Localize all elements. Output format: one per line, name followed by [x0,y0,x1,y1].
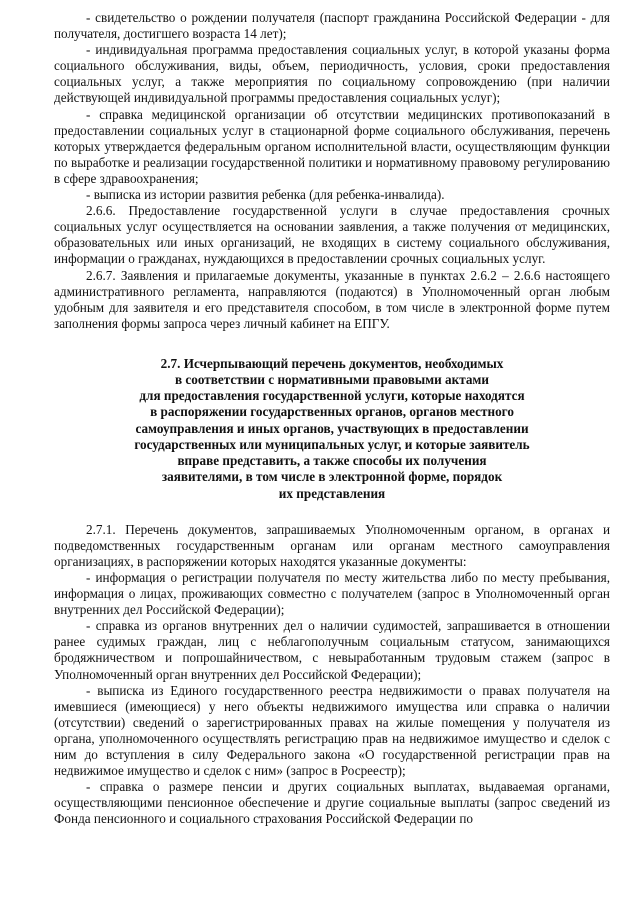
heading-line: государственных или муниципальных услуг, и которые заявитель [134,436,530,452]
paragraph-registration-info: - информация о регистрации получателя по месту жительства либо по месту пребывания, информация о лицах, проживающих совместно с получателем (запрос в Уполномоченный орган внутренних дел Российской Федерации); [54,569,610,618]
heading-line: самоуправления и иных органов, участвующих в предоставлении [135,420,529,436]
paragraph-individual-program: - индивидуальная программа предоставления социальных услуг, в которой указаны форма социального обслуживания, виды, объем, периодичность, условия, сроки предоставления социальных услуг, а также мероприятия по социальному сопровождению (при наличии действующей индивидуальной программы предоставления социальных услуг); [54,42,610,106]
paragraph-2-6-6: 2.6.6. Предоставление государственной услуги в случае предоставления срочных социальных услуг осуществляется на основании заявления, а также получения от медицинских, образовательных или иных организаций, не входящих в систему социального обслуживания, информации о гражданах, нуждающихся в предоставлении срочных социальных услуг. [54,203,610,267]
heading-line: в распоряжении государственных органов, органов местного [150,404,514,420]
paragraph-birth-certificate: - свидетельство о рождении получателя (паспорт гражданина Российской Федерации - для получателя, достигшего возраста 14 лет); [54,10,610,42]
heading-line: заявителями, в том числе в электронной форме, порядок [161,469,503,485]
heading-line: для предоставления государственной услуги, которые находятся [139,388,525,404]
paragraph-real-estate-extract: - выписка из Единого государственного реестра недвижимости о правах получателя на имевшиеся (имеющиеся) у него объекты недвижимого имущества или справка о наличии (отсутствии) сведений о зарегистрированных правах на жилые помещения у получателя из органа, уполномоченного осуществлять регистрацию прав на недвижимое имущество и сделок с ним до вступления в силу Федерального закона «О государственной регистрации прав на недвижимое имущество и сделок с ним» (запрос в Росреестр); [54,682,610,779]
paragraph-child-history-extract: - выписка из истории развития ребенка (для ребенка-инвалида). [86,187,445,203]
paragraph-criminal-record: - справка из органов внутренних дел о наличии судимостей, запрашивается в отношении ранее судимых граждан, лиц с неблагополучным социальным статусом, занимающихся бродяжничеством и попрошайничеством, с невыработанным трудовым стажем (запрос в Уполномоченный орган внутренних дел Российской Федерации); [54,618,610,682]
paragraph-2-6-7: 2.6.7. Заявления и прилагаемые документы, указанные в пунктах 2.6.2 – 2.6.6 настоящего административного регламента, направляются (подаются) в Уполномоченный орган любым удобным для заявителя и его представителя способом, в том числе в электронной форме путем заполнения формы запроса через личный кабинет на ЕПГУ. [54,267,610,331]
heading-line: вправе представить, а также способы их получения [177,453,487,469]
heading-line: 2.7. Исчерпывающий перечень документов, необходимых [160,355,504,371]
heading-line: их представления [278,485,386,501]
section-heading-2-7 [72,356,592,502]
paragraph-pension-certificate: - справка о размере пенсии и других социальных выплатах, выдаваемая органами, осуществляющими пенсионное обеспечение и другие социальные выплаты (запрос сведений из Фонда пенсионного и социального страхования Российской Федерации по [54,779,610,827]
document-page [54,10,610,827]
paragraph-medical-certificate: - справка медицинской организации об отсутствии медицинских противопоказаний в предоставлении социальных услуг в стационарной форме социального обслуживания, перечень которых утверждается федеральным органом исполнительной власти, осуществляющим функции по выработке и реализации государственной политики и нормативному правовому регулированию в сфере здравоохранения; [54,106,610,186]
paragraph-2-7-1: 2.7.1. Перечень документов, запрашиваемых Уполномоченным органом, в органах и подведомственных государственным органам или органам местного самоуправления организациях, в распоряжении которых находятся указанные документы: [54,521,610,569]
heading-line: в соответствии с нормативными правовыми актами [174,372,490,388]
